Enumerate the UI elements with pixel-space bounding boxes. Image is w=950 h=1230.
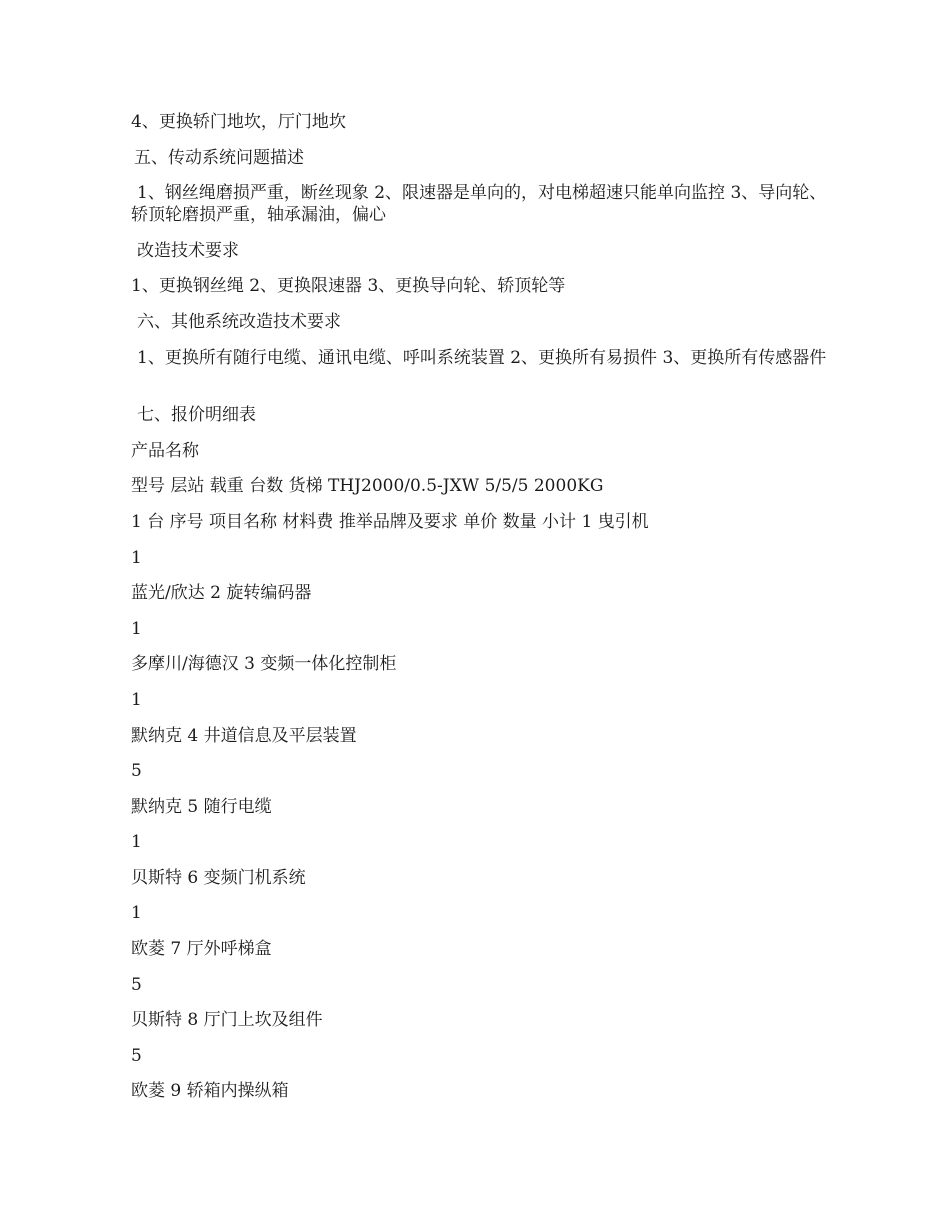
section-heading: 改造技术要求 — [137, 240, 239, 261]
paragraph: 1 — [131, 547, 142, 568]
paragraph: 1 台 序号 项目名称 材料费 推举品牌及要求 单价 数量 小计 1 曳引机 — [131, 511, 649, 532]
paragraph: 1、更换钢丝绳 2、更换限速器 3、更换导向轮、轿顶轮等 — [131, 276, 566, 297]
paragraph: 默纳克 5 随行电缆 — [131, 796, 272, 817]
paragraph: 产品名称 — [131, 440, 199, 461]
paragraph: 1 — [131, 689, 142, 710]
paragraph: 5 — [131, 1045, 142, 1066]
paragraph: 贝斯特 8 厅门上坎及组件 — [131, 1010, 323, 1031]
paragraph: 多摩川/海德汉 3 变频一体化控制柜 — [131, 654, 397, 675]
paragraph: 1、钢丝绳磨损严重，断丝现象 2、限速器是单向的，对电梯超速只能单向监控 3、导向轮、轿顶轮磨损严重，轴承漏油，偏心 — [131, 183, 827, 226]
paragraph: 1 — [131, 903, 142, 924]
paragraph: 5 — [131, 761, 142, 782]
paragraph: 4、更换轿门地坎，厅门地坎 — [131, 112, 346, 132]
paragraph: 欧菱 7 厅外呼梯盒 — [131, 939, 272, 960]
paragraph: 1 — [131, 618, 142, 639]
section-heading: 五、传动系统问题描述 — [134, 147, 304, 168]
paragraph: 型号 层站 载重 台数 货梯 THJ2000/0.5-JXW 5/5/5 2000KG — [131, 476, 604, 497]
paragraph: 1 — [131, 832, 142, 853]
paragraph: 欧菱 9 轿箱内操纵箱 — [131, 1081, 289, 1102]
section-heading: 六、其他系统改造技术要求 — [137, 311, 341, 332]
document-body — [131, 111, 831, 1116]
paragraph: 默纳克 4 井道信息及平层装置 — [131, 725, 357, 746]
paragraph: 5 — [131, 974, 142, 995]
paragraph: 贝斯特 6 变频门机系统 — [131, 867, 306, 888]
section-heading: 七、报价明细表 — [137, 405, 256, 426]
paragraph: 1、更换所有随行电缆、通讯电缆、呼叫系统装置 2、更换所有易损件 3、更换所有传感器件 — [137, 347, 827, 368]
paragraph: 蓝光/欣达 2 旋转编码器 — [131, 583, 312, 604]
